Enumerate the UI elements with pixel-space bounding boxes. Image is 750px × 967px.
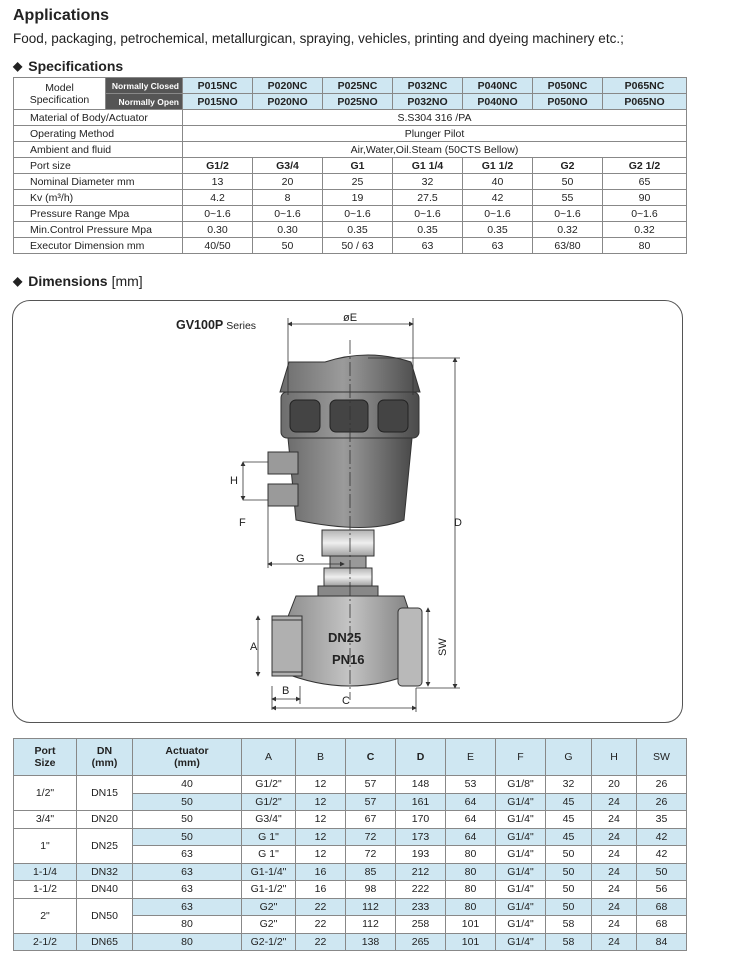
dn-cell: DN40 xyxy=(77,881,133,899)
value-cell-d: 222 xyxy=(396,881,446,899)
spec-value: 40 xyxy=(463,174,533,190)
value-cell-h: 24 xyxy=(592,793,637,811)
spec-value: 50 xyxy=(533,174,603,190)
value-cell-g: 45 xyxy=(546,811,592,829)
spec-label: Port size xyxy=(14,158,183,174)
value-cell-a: G1/2" xyxy=(242,793,296,811)
table-row xyxy=(14,776,687,794)
series-name: GV100P xyxy=(176,318,224,332)
table-row xyxy=(14,863,687,881)
value-cell-f: G1/4" xyxy=(496,828,546,846)
port-size-cell: 1" xyxy=(14,828,77,863)
value-cell-e: 80 xyxy=(446,898,496,916)
label-e: øE xyxy=(343,312,358,324)
column-header: D xyxy=(396,739,446,776)
spec-value: 0~1.6 xyxy=(533,206,603,222)
value-cell-b: 12 xyxy=(296,793,346,811)
table-row xyxy=(14,881,687,899)
value-cell-h: 24 xyxy=(592,933,637,951)
spec-value: G1 xyxy=(323,158,393,174)
value-cell-a: G1-1/2" xyxy=(242,881,296,899)
spec-value: G3/4 xyxy=(253,158,323,174)
value-cell-h: 24 xyxy=(592,863,637,881)
table-row xyxy=(14,811,687,829)
label-sw: SW xyxy=(437,638,449,656)
value-cell-b: 22 xyxy=(296,933,346,951)
spec-value: G2 1/2 xyxy=(603,158,687,174)
spec-value: G2 xyxy=(533,158,603,174)
value-cell-h: 20 xyxy=(592,776,637,794)
value-cell-d: 193 xyxy=(396,846,446,864)
value-cell-act: 63 xyxy=(133,846,242,864)
label-g: G xyxy=(296,553,305,565)
port-size-cell: 3/4" xyxy=(14,811,77,829)
value-cell-e: 64 xyxy=(446,828,496,846)
value-cell-a: G 1" xyxy=(242,846,296,864)
value-cell-c: 67 xyxy=(346,811,396,829)
spec-value: 27.5 xyxy=(393,190,463,206)
spec-value: 0.35 xyxy=(463,222,533,238)
model-no: P025NO xyxy=(323,94,393,110)
value-cell-d: 173 xyxy=(396,828,446,846)
value-cell-sw: 68 xyxy=(637,916,687,934)
value-cell-h: 24 xyxy=(592,881,637,899)
column-header: G xyxy=(546,739,592,776)
label-dn: DN25 xyxy=(328,630,362,645)
value-cell-act: 80 xyxy=(133,933,242,951)
spec-value: 4.2 xyxy=(183,190,253,206)
value-cell-a: G 1" xyxy=(242,828,296,846)
label-d: D xyxy=(454,517,462,529)
value-cell-sw: 50 xyxy=(637,863,687,881)
spec-value: 0.30 xyxy=(183,222,253,238)
dn-cell: DN65 xyxy=(77,933,133,951)
value-cell-a: G2" xyxy=(242,916,296,934)
spec-value: 50 xyxy=(253,238,323,254)
value-cell-f: G1/4" xyxy=(496,846,546,864)
spec-value: 63 xyxy=(463,238,533,254)
value-cell-h: 24 xyxy=(592,916,637,934)
port-size-cell: 1-1/2 xyxy=(14,881,77,899)
label-c: C xyxy=(342,695,350,707)
spec-value: 32 xyxy=(393,174,463,190)
spec-value: S.S304 316 /PA xyxy=(183,110,687,126)
value-cell-b: 16 xyxy=(296,863,346,881)
value-cell-f: G1/4" xyxy=(496,898,546,916)
model-no: P040NO xyxy=(463,94,533,110)
column-header: SW xyxy=(637,739,687,776)
value-cell-act: 50 xyxy=(133,828,242,846)
value-cell-e: 80 xyxy=(446,863,496,881)
spec-label: Nominal Diameter mm xyxy=(14,174,183,190)
spec-value: 50 / 63 xyxy=(323,238,393,254)
spec-value: 63/80 xyxy=(533,238,603,254)
value-cell-sw: 68 xyxy=(637,898,687,916)
spec-value: G1/2 xyxy=(183,158,253,174)
value-cell-c: 112 xyxy=(346,916,396,934)
value-cell-b: 12 xyxy=(296,846,346,864)
value-cell-c: 98 xyxy=(346,881,396,899)
value-cell-act: 40 xyxy=(133,776,242,794)
value-cell-f: G1/4" xyxy=(496,811,546,829)
model-no: P032NO xyxy=(393,94,463,110)
value-cell-e: 64 xyxy=(446,793,496,811)
value-cell-g: 45 xyxy=(546,793,592,811)
model-nc: P065NC xyxy=(603,78,687,94)
value-cell-h: 24 xyxy=(592,846,637,864)
value-cell-act: 63 xyxy=(133,881,242,899)
value-cell-c: 57 xyxy=(346,776,396,794)
spec-value: 55 xyxy=(533,190,603,206)
spec-value: 0.32 xyxy=(603,222,687,238)
value-cell-e: 101 xyxy=(446,916,496,934)
model-nc: P050NC xyxy=(533,78,603,94)
value-cell-act: 80 xyxy=(133,916,242,934)
value-cell-sw: 26 xyxy=(637,776,687,794)
spec-value: 40/50 xyxy=(183,238,253,254)
value-cell-h: 24 xyxy=(592,898,637,916)
label-b: B xyxy=(282,685,290,697)
value-cell-d: 233 xyxy=(396,898,446,916)
column-header: C xyxy=(346,739,396,776)
spec-value: G1 1/4 xyxy=(393,158,463,174)
spec-value: 0.32 xyxy=(533,222,603,238)
column-header: Actuator (mm) xyxy=(133,739,242,776)
spec-value: 0~1.6 xyxy=(183,206,253,222)
value-cell-f: G1/8" xyxy=(496,776,546,794)
model-nc: P025NC xyxy=(323,78,393,94)
spec-value: 25 xyxy=(323,174,393,190)
value-cell-g: 50 xyxy=(546,846,592,864)
spec-value: 0~1.6 xyxy=(253,206,323,222)
value-cell-c: 57 xyxy=(346,793,396,811)
value-cell-g: 50 xyxy=(546,863,592,881)
value-cell-e: 80 xyxy=(446,881,496,899)
spec-label: Kv (m³/h) xyxy=(14,190,183,206)
series-word: Series xyxy=(226,320,257,332)
spec-value: 65 xyxy=(603,174,687,190)
spec-label: Operating Method xyxy=(14,126,183,142)
value-cell-sw: 56 xyxy=(637,881,687,899)
model-nc: P032NC xyxy=(393,78,463,94)
value-cell-b: 12 xyxy=(296,776,346,794)
spec-label: Min.Control Pressure Mpa xyxy=(14,222,183,238)
value-cell-c: 72 xyxy=(346,846,396,864)
model-no: P020NO xyxy=(253,94,323,110)
value-cell-h: 24 xyxy=(592,811,637,829)
column-header: B xyxy=(296,739,346,776)
value-cell-d: 258 xyxy=(396,916,446,934)
column-header: E xyxy=(446,739,496,776)
value-cell-c: 85 xyxy=(346,863,396,881)
spec-value: 0.35 xyxy=(323,222,393,238)
model-no: P015NO xyxy=(183,94,253,110)
spec-label: Material of Body/Actuator xyxy=(14,110,183,126)
spec-value: 80 xyxy=(603,238,687,254)
spec-value: 0.35 xyxy=(393,222,463,238)
dn-cell: DN50 xyxy=(77,898,133,933)
dimensions-title: Dimensions xyxy=(28,273,108,289)
label-h: H xyxy=(230,475,238,487)
value-cell-c: 138 xyxy=(346,933,396,951)
value-cell-g: 50 xyxy=(546,898,592,916)
spec-value: 13 xyxy=(183,174,253,190)
table-row xyxy=(14,933,687,951)
spec-value: 20 xyxy=(253,174,323,190)
value-cell-g: 50 xyxy=(546,881,592,899)
value-cell-act: 63 xyxy=(133,863,242,881)
value-cell-d: 170 xyxy=(396,811,446,829)
dimensions-table xyxy=(13,738,687,951)
specifications-title: Specifications xyxy=(28,58,124,74)
value-cell-g: 58 xyxy=(546,933,592,951)
value-cell-act: 50 xyxy=(133,811,242,829)
value-cell-a: G2" xyxy=(242,898,296,916)
table-row xyxy=(14,898,687,916)
column-header: F xyxy=(496,739,546,776)
value-cell-b: 12 xyxy=(296,828,346,846)
spec-value: 8 xyxy=(253,190,323,206)
column-header: A xyxy=(242,739,296,776)
value-cell-h: 24 xyxy=(592,828,637,846)
value-cell-act: 63 xyxy=(133,898,242,916)
spec-value: 0~1.6 xyxy=(393,206,463,222)
spec-value: 0.30 xyxy=(253,222,323,238)
value-cell-sw: 35 xyxy=(637,811,687,829)
dn-cell: DN15 xyxy=(77,776,133,811)
value-cell-e: 101 xyxy=(446,933,496,951)
spec-value: 42 xyxy=(463,190,533,206)
spec-label: Executor Dimension mm xyxy=(14,238,183,254)
applications-text: Food, packaging, petrochemical, metallurgican, spraying, vehicles, printing and dyeing machinery etc.; xyxy=(13,31,624,46)
spec-value: 63 xyxy=(393,238,463,254)
value-cell-d: 212 xyxy=(396,863,446,881)
dn-cell: DN20 xyxy=(77,811,133,829)
label-pn: PN16 xyxy=(332,652,365,667)
value-cell-d: 148 xyxy=(396,776,446,794)
value-cell-g: 32 xyxy=(546,776,592,794)
spec-value: 0~1.6 xyxy=(603,206,687,222)
table-row xyxy=(14,828,687,846)
value-cell-e: 64 xyxy=(446,811,496,829)
value-cell-sw: 42 xyxy=(637,846,687,864)
value-cell-a: G2-1/2" xyxy=(242,933,296,951)
value-cell-a: G1-1/4" xyxy=(242,863,296,881)
value-cell-a: G1/2" xyxy=(242,776,296,794)
value-cell-e: 80 xyxy=(446,846,496,864)
spec-value: 0~1.6 xyxy=(463,206,533,222)
model-no: P065NO xyxy=(603,94,687,110)
actuator xyxy=(268,355,420,556)
value-cell-b: 16 xyxy=(296,881,346,899)
value-cell-sw: 84 xyxy=(637,933,687,951)
value-cell-b: 12 xyxy=(296,811,346,829)
value-cell-sw: 26 xyxy=(637,793,687,811)
spec-label: Ambient and fluid xyxy=(14,142,183,158)
value-cell-f: G1/4" xyxy=(496,881,546,899)
model-nc: P040NC xyxy=(463,78,533,94)
normally-open-label: Normally Open xyxy=(106,94,183,110)
value-cell-e: 53 xyxy=(446,776,496,794)
column-header: Port Size xyxy=(14,739,77,776)
column-header: H xyxy=(592,739,637,776)
dims-header-row xyxy=(14,739,687,776)
spec-value: 0~1.6 xyxy=(323,206,393,222)
label-f: F xyxy=(239,517,246,529)
applications-title: Applications xyxy=(13,7,110,24)
model-nc: P020NC xyxy=(253,78,323,94)
port-size-cell: 2-1/2 xyxy=(14,933,77,951)
value-cell-d: 265 xyxy=(396,933,446,951)
value-cell-c: 72 xyxy=(346,828,396,846)
value-cell-act: 50 xyxy=(133,793,242,811)
label-a: A xyxy=(250,641,258,653)
value-cell-f: G1/4" xyxy=(496,863,546,881)
column-header: DN (mm) xyxy=(77,739,133,776)
value-cell-sw: 42 xyxy=(637,828,687,846)
port-size-cell: 2" xyxy=(14,898,77,933)
model-nc: P015NC xyxy=(183,78,253,94)
value-cell-c: 112 xyxy=(346,898,396,916)
dimensions-unit: [mm] xyxy=(111,273,143,289)
spec-label: Pressure Range Mpa xyxy=(14,206,183,222)
value-cell-f: G1/4" xyxy=(496,916,546,934)
dn-cell: DN25 xyxy=(77,828,133,863)
spec-value: Air,Water,Oil.Steam (50CTS Bellow) xyxy=(183,142,687,158)
dn-cell: DN32 xyxy=(77,863,133,881)
diamond-bullet-icon: ◆ xyxy=(13,59,23,73)
spec-value: 90 xyxy=(603,190,687,206)
model-no: P050NO xyxy=(533,94,603,110)
spec-value: G1 1/2 xyxy=(463,158,533,174)
value-cell-f: G1/4" xyxy=(496,793,546,811)
value-cell-d: 161 xyxy=(396,793,446,811)
value-cell-g: 45 xyxy=(546,828,592,846)
port-size-cell: 1/2" xyxy=(14,776,77,811)
value-cell-f: G1/4" xyxy=(496,933,546,951)
valve-stem xyxy=(318,556,378,596)
spec-value: Plunger Pilot xyxy=(183,126,687,142)
value-cell-b: 22 xyxy=(296,898,346,916)
value-cell-a: G3/4" xyxy=(242,811,296,829)
spec-value: 19 xyxy=(323,190,393,206)
model-spec-label: Model Specification xyxy=(14,78,106,110)
value-cell-b: 22 xyxy=(296,916,346,934)
diamond-bullet-icon: ◆ xyxy=(13,274,23,288)
value-cell-g: 58 xyxy=(546,916,592,934)
normally-closed-label: Normally Closed xyxy=(106,78,183,94)
port-size-cell: 1-1/4 xyxy=(14,863,77,881)
